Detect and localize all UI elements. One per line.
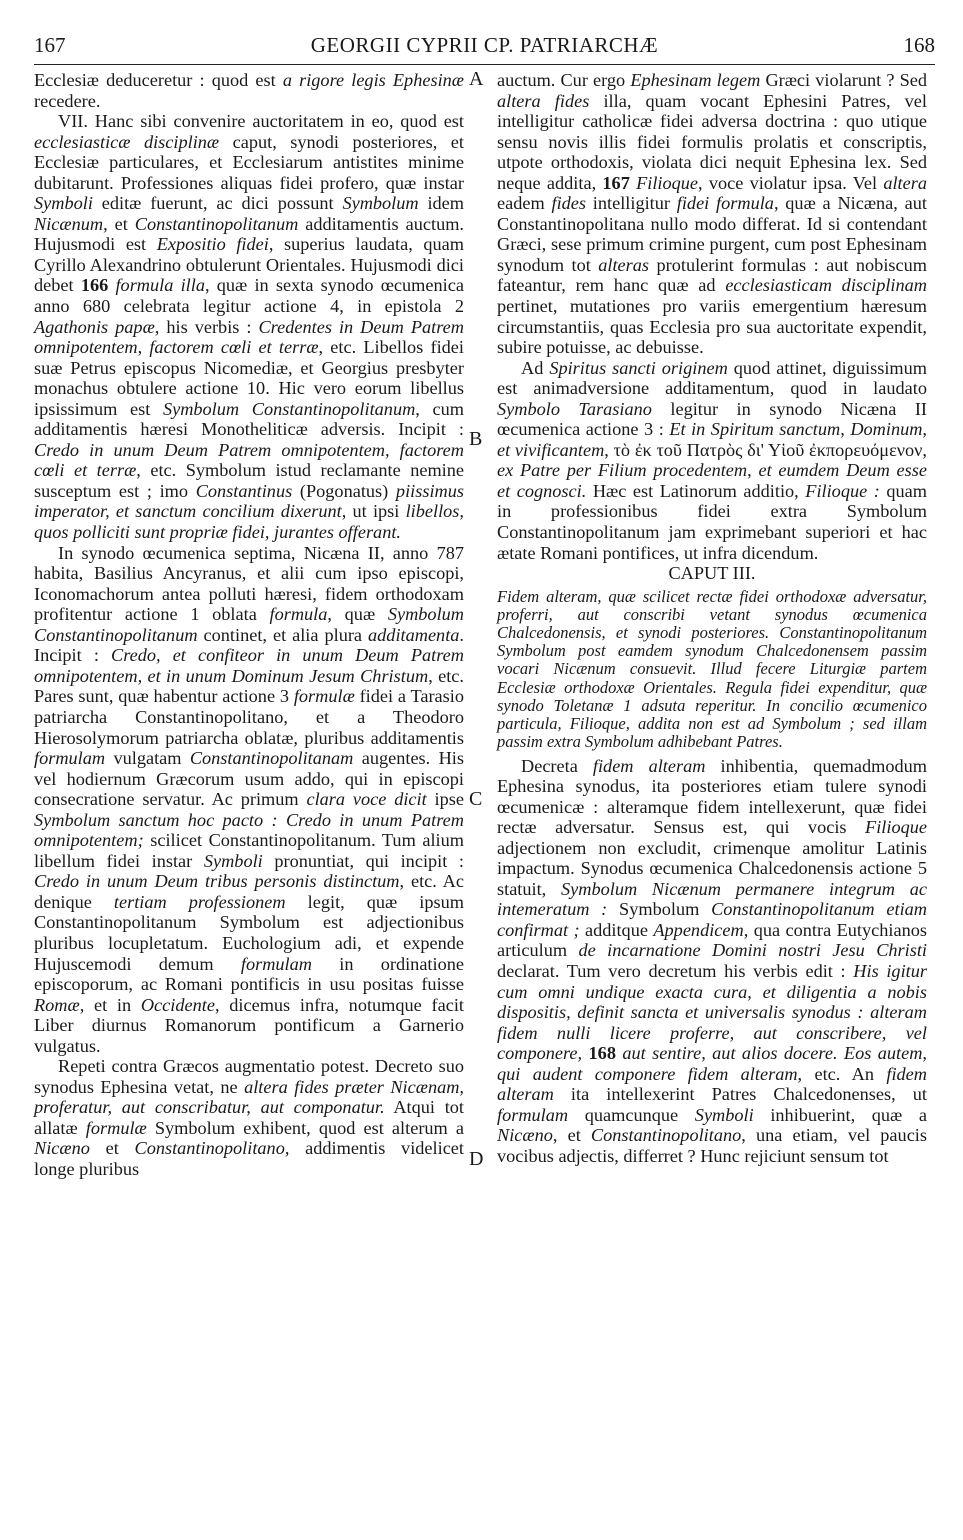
margin-letter-d: D bbox=[469, 1148, 484, 1170]
page-number-left: 167 bbox=[34, 33, 66, 57]
chapter-summary-text: Fidem alteram, quæ scilicet rectæ fidei orthodoxæ adversatur, proferri, aut conscribi vetant synodus œcumenica Chalcedonensis, et synodi posteriores. Constantinopolitanum Symbolum post eamdem synodum Chalcedonensem passim vocari Nicænum consuevit. Illud fecere Liturgiæ partem Ecclesiæ orthodoxæ Orientales. Regula fidei expenditur, quæ synodo Toletanæ 1 adsuta reperitur. In concilio œcumenico particula, Filioque, addita non est ad Symbolum ; sed illam passim extra Symbolum adhibebant Patres. bbox=[497, 586, 927, 752]
paragraph-section-vii: VII. Hanc sibi convenire auctoritatem in eo, quod est ecclesiasticæ disciplinæ caput, synodi posteriores, et Ecclesiæ particulares, et Ecclesiarum antistites minime dubitarunt. Professiones aliquas fidei profero, quæ instar Symboli editæ fuerunt, ac dici possunt Symbolum idem Nicænum, et Constantinopolitanum additamentis auctum. Hujusmodi est Expositio fidei, superius laudata, quam Cyrillo Alexandrino obtulerunt Orientales. Hujusmodi dici debet 166 formula illa, quæ in sexta synodo œcumenica anno 680 celebrata legitur actione 4, in epistola 2 Agathonis papæ, his verbis : Credentes in Deum Patrem omnipotentem, factorem cœli et terræ, etc. Libellos fidei suæ Petrus episcopus Nicomediæ, et Georgius presbyter monachus obtulere actione 10. Hic vero eorum libellus ipsissimum est Symbolum Constantinopolitanum, cum additamentis hæresi Monotheliticæ adversis. Incipit : Credo in unum Deum Patrem omnipotentem, factorem cœli et terræ, etc. Symbolum istud reclamante nemine susceptum est ; imo Constantinus (Pogonatus) piissimus imperator, et sanctum concilium dixerunt, ut ipsi libellos, quos polliciti sunt propriæ fidei, jurantes offerant. bbox=[34, 111, 465, 543]
paragraph-continuation: Ecclesiæ deduceretur : quod est a rigore legis Ephesinæ recedere. bbox=[34, 70, 464, 111]
right-column bbox=[497, 70, 927, 1166]
margin-letter-a: A bbox=[469, 68, 484, 90]
column-number-168: 168 bbox=[588, 1043, 616, 1064]
column-number-166: 166 bbox=[80, 275, 109, 296]
paragraph-decreta: Decreta fidem alteram inhibentia, quemadmodum Ephesina synodus, ita posteriores etiam tulere synodi œcumenicæ : alteramque fidem intellexerunt, quæ fidei rectæ adversatur. Sensus est, qui vocis Filioque adjectionem non excludit, crimenque amolitur Latinis impactum. Synodus œcumenica Chalcedonensis actione 5 statuit, Symbolum Nicænum permanere integrum ac intemeratum : Symbolum Constantinopolitanum etiam confirmat ; additque Appendicem, qua contra Eutychianos articulum de incarnatione Domini nostri Jesu Christi declarat. Tum vero decretum his verbis edit : His igitur cum omni undique exacta cura, et diligentia a nobis dispositis, definit sancta et universalis synodus : alteram fidem nulli licere proferre, aut conscribere, vel componere, 168 aut sentire, aut alios docere. Eos autem, qui audent componere fidem alteram, etc. An fidem alteram ita intellexerint Patres Chalcedonenses, ut formulam quamcunque Symboli inhibuerint, quæ a Nicæno, et Constantinopolitano, una etiam, vel paucis vocibus adjectis, differret ? Hunc rejiciunt sensum tot bbox=[497, 755, 928, 1166]
paragraph-spiritus-sancti: Ad Spiritus sancti originem quod attinet, diguissimum est animadversione additamentum, quod in laudato Symbolo Tarasiano legitur in synodo Nicæna II œcumenica actione 3 : Et in Spiritum sanctum, Dominum, et vivificantem, τὸ ἐκ τοῦ Πατρὸς δι' Υἱοῦ ἐκπορευόμενον, ex Patre per Filium procedentem, et eumdem Deum esse et cognosci. Hæc est Latinorum additio, Filioque : quam in professionibus fidei extra Symbolum Constantinopolitanum jam exprimebant superiori et hac ætate Romani pontifices, ut infra dicendum. bbox=[497, 357, 927, 563]
margin-letter-c: C bbox=[469, 788, 483, 810]
column-number-167: 167 bbox=[602, 172, 630, 193]
chapter-summary bbox=[497, 588, 927, 752]
paragraph-synodus-septima: In synodo œcumenica septima, Nicæna II, anno 787 habita, Basilius Ancyranus, et alii cum ipso episcopi, Iconomachorum antea polluti hæresi, fidem orthodoxam profitentur actione 1 oblata formula, quæ Symbolum Constantinopolitanum continet, et alia plura additamenta. Incipit : Credo, et confiteor in unum Deum Patrem omnipotentem, et in unum Dominum Jesum Christum, etc. Pares sunt, quæ habentur actione 3 formulæ fidei a Tarasio patriarcha Constantinopolitano, et a Theodoro Hierosolymorum patriarcha oblatæ, pluribus additamentis formulam vulgatam Constantinopolitanam augentes. His vel hodiernum Græcorum usum addo, qui in episcopi consecratione servatur. Ac primum clara voce dicit ipse Symbolum sanctum hoc pacto : Credo in unum Patrem omnipotentem; scilicet Constantinopolitanum. Tum alium libellum fidei instar Symboli pronuntiat, qui incipit : Credo in unum Deum tribus personis distinctum, etc. Ac denique tertiam professionem legit, quæ ipsum Constantinopolitanum Symbolum est adjectionibus pluribus locupletatum. Euchologium adi, et expende Hujuscemodi demum formulam in ordinatione episcoporum, ac Romani pontificis in usu positas fuisse Romæ, et in Occidente, dicemus infra, notumque facit Liber diurnus Romanorum pontificum a Garnerio vulgatus. bbox=[34, 542, 464, 1056]
page-number-right: 168 bbox=[903, 33, 935, 57]
paragraph-auctum: auctum. Cur ergo Ephesinam legem Græci violarunt ? Sed altera fides illa, quam vocant Ephesini Patres, vel intelligitur catholicæ fidei adversa doctrina : quo utique sensu novis illis fidei formulis prolatis et conscriptis, utpote orthodoxis, violata dici nequit Ephesina lex. Sed neque addita, 167 Filioque, voce violatur ipsa. Vel altera eadem fides intelligitur fidei formula, quæ a Nicæna, aut Constantinopolitana nullo modo differat. Id si contendant Græci, sese primum crimine purgent, cum post Ephesinam synodum tot alteras protulerint formulas : aut nobiscum fateantur, rem hanc quæ ad ecclesiasticam disciplinam pertinet, mutationes pro variis emergentium hæresum circumstantiis, quas Ecclesia pro sua auctoritate expendit, subire potuisse, ac debuisse. bbox=[497, 70, 928, 358]
running-title: GEORGII CYPRII CP. PATRIARCHÆ bbox=[310, 33, 659, 57]
paragraph-repeti: Repeti contra Græcos augmentatio potest. Decreto suo synodus Ephesina vetat, ne altera fides præter Nicænam, proferatur, aut conscribatur, aut componatur. Atqui tot allatæ formulæ Symbolum exhibent, quod est alterum a Nicæno et Constantinopolitano, addimentis videlicet longe pluribus bbox=[34, 1056, 464, 1179]
running-header bbox=[34, 30, 935, 65]
left-column bbox=[34, 70, 464, 1180]
margin-letter-b: B bbox=[469, 428, 483, 450]
chapter-heading: CAPUT III. bbox=[668, 563, 756, 584]
